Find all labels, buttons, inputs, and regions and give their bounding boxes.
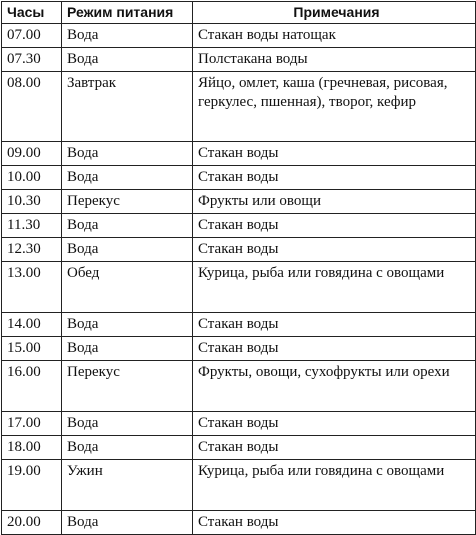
cell-time: 11.30 (2, 214, 62, 238)
cell-time: 07.30 (2, 48, 62, 72)
cell-time: 09.00 (2, 142, 62, 166)
table-row (2, 262, 476, 313)
table-row (2, 511, 476, 535)
cell-mode: Вода (62, 142, 193, 166)
cell-notes: Яйцо, омлет, каша (гречневая, рисовая, геркулес, пшенная), творог, кефир (193, 72, 476, 142)
cell-notes: Стакан воды (193, 214, 476, 238)
cell-mode: Вода (62, 511, 193, 535)
cell-mode: Вода (62, 24, 193, 48)
cell-mode: Вода (62, 412, 193, 436)
cell-mode: Перекус (62, 361, 193, 412)
cell-notes: Стакан воды натощак (193, 24, 476, 48)
cell-time: 17.00 (2, 412, 62, 436)
cell-mode: Вода (62, 48, 193, 72)
cell-time: 08.00 (2, 72, 62, 142)
cell-time: 18.00 (2, 436, 62, 460)
cell-time: 12.30 (2, 238, 62, 262)
header-mode: Режим питания (62, 2, 193, 24)
cell-notes: Курица, рыба или говядина с овощами (193, 262, 476, 313)
cell-notes: Стакан воды (193, 337, 476, 361)
cell-mode: Вода (62, 214, 193, 238)
table-row (2, 166, 476, 190)
cell-time: 13.00 (2, 262, 62, 313)
cell-notes: Полстакана воды (193, 48, 476, 72)
table-row (2, 48, 476, 72)
table-row (2, 436, 476, 460)
cell-notes: Фрукты или овощи (193, 190, 476, 214)
cell-time: 16.00 (2, 361, 62, 412)
table-row (2, 361, 476, 412)
header-notes: Примечания (193, 2, 476, 24)
cell-notes: Стакан воды (193, 142, 476, 166)
cell-mode: Вода (62, 337, 193, 361)
table-row (2, 142, 476, 166)
cell-mode: Перекус (62, 190, 193, 214)
cell-time: 10.00 (2, 166, 62, 190)
cell-time: 20.00 (2, 511, 62, 535)
cell-notes: Стакан воды (193, 313, 476, 337)
cell-mode: Завтрак (62, 72, 193, 142)
cell-time: 10.30 (2, 190, 62, 214)
table-body (2, 24, 476, 535)
table-row (2, 337, 476, 361)
cell-notes: Курица, рыба или говядина с овощами (193, 460, 476, 511)
cell-notes: Стакан воды (193, 412, 476, 436)
cell-mode: Вода (62, 166, 193, 190)
table-row (2, 238, 476, 262)
table-header-row (2, 2, 476, 24)
meal-schedule-table (1, 1, 476, 535)
table-row (2, 24, 476, 48)
cell-notes: Стакан воды (193, 511, 476, 535)
cell-time: 15.00 (2, 337, 62, 361)
cell-notes: Стакан воды (193, 436, 476, 460)
table-row (2, 313, 476, 337)
header-time: Часы (2, 2, 62, 24)
cell-notes: Стакан воды (193, 166, 476, 190)
cell-mode: Ужин (62, 460, 193, 511)
table-row (2, 412, 476, 436)
cell-notes: Фрукты, овощи, сухофрукты или орехи (193, 361, 476, 412)
cell-time: 14.00 (2, 313, 62, 337)
table-row (2, 190, 476, 214)
table-row (2, 72, 476, 142)
table-row (2, 214, 476, 238)
cell-mode: Обед (62, 262, 193, 313)
cell-mode: Вода (62, 238, 193, 262)
cell-time: 19.00 (2, 460, 62, 511)
table-row (2, 460, 476, 511)
cell-mode: Вода (62, 313, 193, 337)
cell-time: 07.00 (2, 24, 62, 48)
cell-mode: Вода (62, 436, 193, 460)
cell-notes: Стакан воды (193, 238, 476, 262)
